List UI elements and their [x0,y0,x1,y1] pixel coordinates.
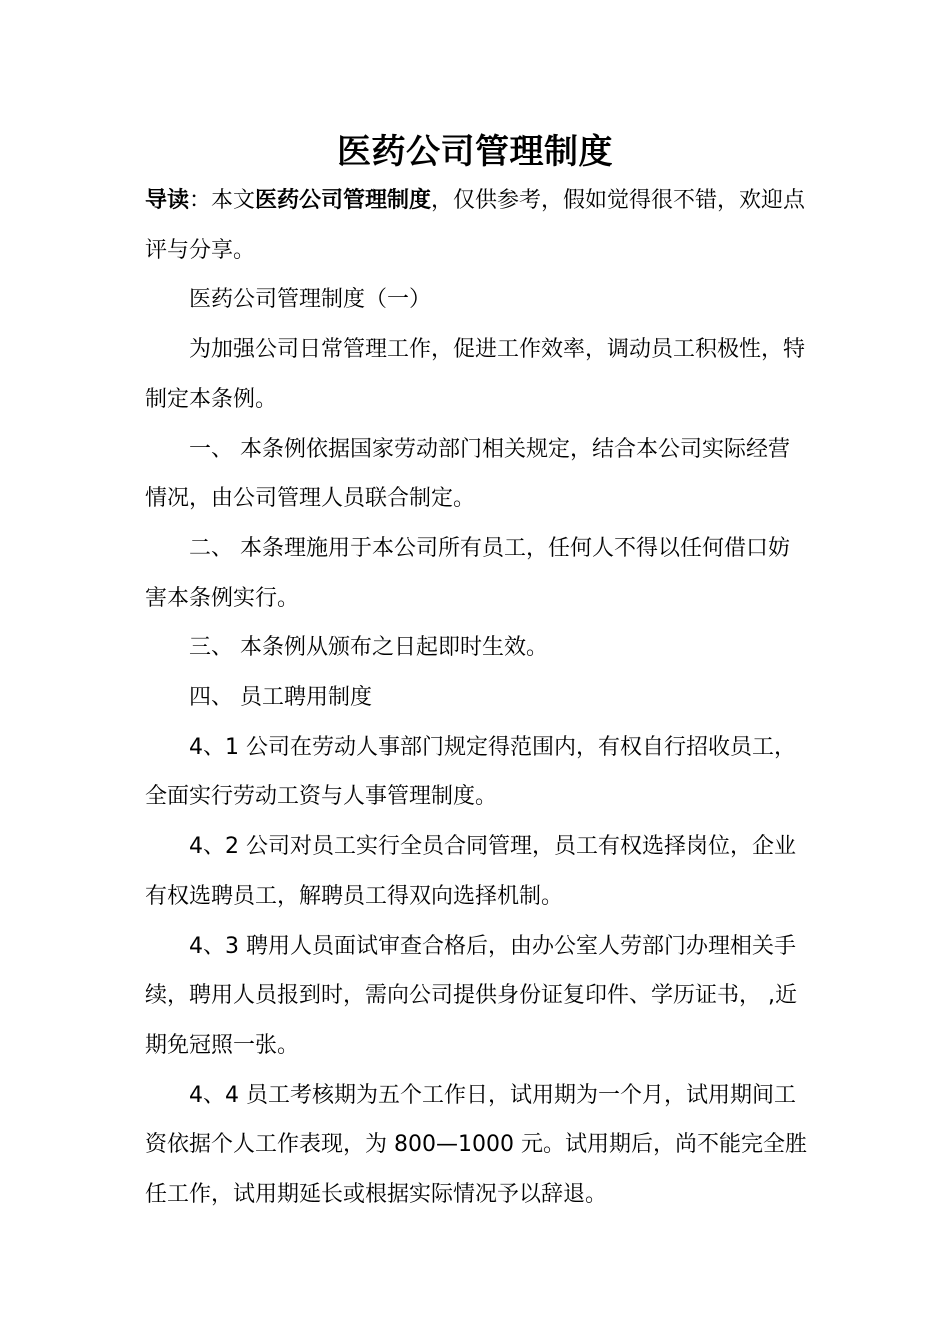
document-title: 医药公司管理制度 [337,132,613,172]
intro-rest: ，仅供参考，假如觉得很不错，欢迎点评与分享。 [145,188,806,263]
clause-4-3: 4、3 聘用人员面试审查合格后，由办公室人劳部门办理相关手续，聘用人员报到时，需向公司提供身份证复印件、学历证书， ,近期免冠照一张。 [145,933,797,1058]
clause-4-1: 4、1 公司在劳动人事部门规定得范围内，有权自行招收员工，全面实行劳动工资与人事管理制度。 [145,734,796,810]
document-body [145,176,810,1220]
clause-3: 三、 本条例从颁布之日起即时生效。 [189,635,548,661]
clause-4-heading: 四、 员工聘用制度 [189,685,372,711]
clause-4-4: 4、4 员工考核期为五个工作日，试用期为一个月，试用期间工资依据个人工作表现，为 800—1000 元。试用期后，尚不能完全胜任工作，试用期延长或根据实际情况予以辞退。 [145,1082,807,1208]
intro-separator: ：本文 [189,188,256,213]
paragraph-purpose: 为加强公司日常管理工作，促进工作效率，调动员工积极性，特制定本条例。 [145,337,806,412]
intro-document-name: 医药公司管理制度 [255,188,432,213]
intro-paragraph [145,176,810,275]
section-heading: 医药公司管理制度（一） [189,287,432,313]
clause-4-2: 4、2 公司对员工实行全员合同管理，员工有权选择岗位，企业有权选聘员工，解聘员工得双向选择机制。 [145,834,796,909]
clause-1: 一、 本条例依据国家劳动部门相关规定，结合本公司实际经营情况，由公司管理人员联合制定。 [145,436,790,512]
intro-label: 导读 [145,188,190,213]
clause-2: 二、 本条理施用于本公司所有员工，任何人不得以任何借口妨害本条例实行。 [145,535,790,611]
